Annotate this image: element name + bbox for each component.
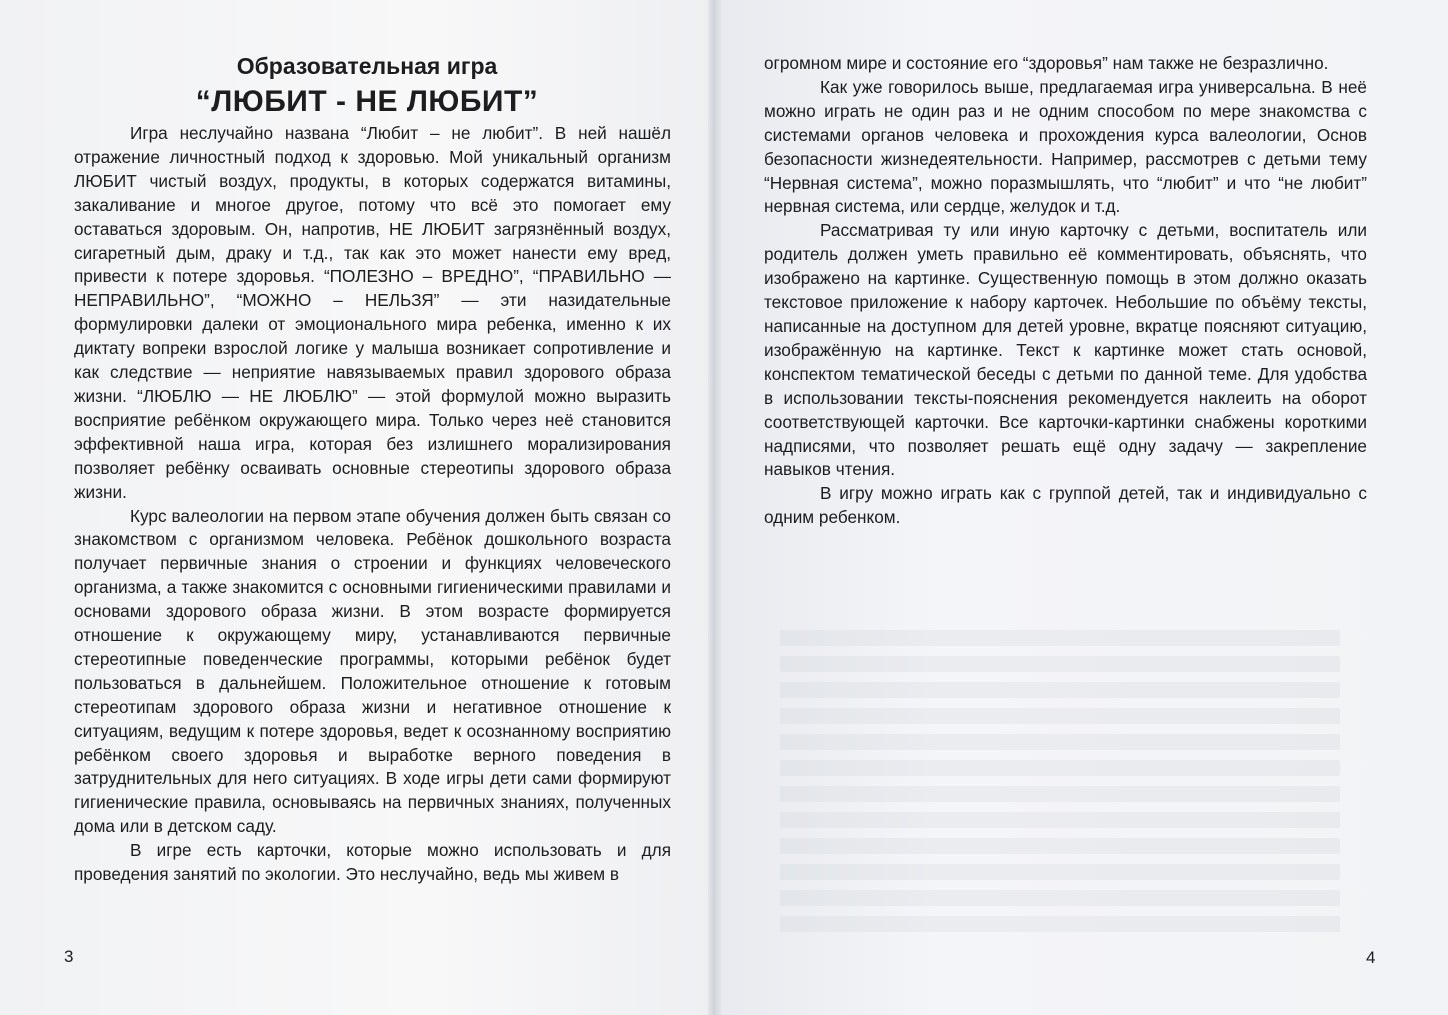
page-number-left: 3 [64, 947, 74, 966]
title-line-2: “ЛЮБИТ - НЕ ЛЮБИТ” [195, 85, 539, 118]
paragraph: Рассматривая ту или иную карточку с детьми, воспитатель или родитель должен уметь правильно её комментировать, объяснять, что изображено на картинке. Существенную помощь в этом должно оказать текстовое приложение к набору карточек. Небольшие по объёму тексты, написанные на доступном для детей уровне, вкратце поясняют ситуацию, изображённую на картинке. Текст к картинке может стать основой, конспектом тематической беседы с детьми по данной теме. Для удобства в использовании тексты-пояснения рекомендуется наклеить на оборот соответствующей карточки. Все карточки-картинки снабжены короткими надписями, что позволяет решать ещё одну задачу — закрепление навыков чтения. [764, 220, 1367, 480]
paragraph: огромном мире и состояние его “здоровья” нам также не безразлично. [764, 53, 1329, 73]
title-line-1: Образовательная игра [236, 53, 498, 79]
paragraph: Как уже говорилось выше, предлагаемая игра универсальна. В неё можно играть не один раз и не одним способом по мере знакомства с системами органов человека и прохождения курса валеологии, Основ безопасности жизнедеятельности. Например, рассмотрев с детьми тему “Нервная система”, можно поразмышлять, что “любит” и что “не любит” нервная система, или сердце, желудок и т.д. [764, 76, 1367, 217]
paragraph: Курс валеологии на первом этапе обучения должен быть связан со знакомством с организмом человека. Ребёнок дошкольного возраста получает первичные знания о строении и функциях человеческого организма, а также знакомится с основными гигиеническими правилами и основами здорового образа жизни. В этом возрасте формируется отношение к окружающему миру, устанавливаются первичные стереотипные поведенческие программы, которыми ребёнок будет пользоваться в дальнейшем. Положительное отношение к готовым стереотипам здорового образа жизни и негативное отношение к ситуациям, ведущим к потере здоровья, ведет к осознанному восприятию ребёнком своего здоровья и выработке верного поведения в затруднительных для него ситуациях. В ходе игры дети сами формируют гигиенические правила, основываясь на первичных знаниях, полученных дома или в детском саду. [74, 505, 671, 837]
book-gutter [708, 0, 722, 1015]
paragraph: В игру можно играть как с группой детей, так и индивидуально с одним ребенком. [764, 483, 1367, 528]
page-number-right: 4 [1366, 948, 1376, 967]
left-page-body [74, 122, 671, 887]
right-page-body [764, 52, 1367, 530]
paragraph: Игра неслучайно названа “Любит – не любит”. В ней нашёл отражение личностный подход к здоровью. Мой уникальный организм ЛЮБИТ чистый воздух, продукты, в которых содержатся витамины, закаливание и многое другое, потому что всё это помогает ему оставаться здоровым. Он, напротив, НЕ ЛЮБИТ загрязнённый воздух, сигаретный дым, драку и т.д., так как это может нанести ему вред, привести к потере здоровья. “ПОЛЕЗНО – ВРЕДНО”, “ПРАВИЛЬНО — НЕПРАВИЛЬНО”, “МОЖНО – НЕЛЬЗЯ” — эти назидательные формулировки далеки от эмоционального мира ребенка, именно к их диктату вопреки взрослой логике у малыша возникает сопротивление и как следствие — неприятие навязываемых правил здорового образа жизни. “ЛЮБЛЮ — НЕ ЛЮБЛЮ” — этой формулой можно выразить восприятие ребёнком окружающего мира. Только через неё становится эффективной наша игра, которая без излишнего морализирования позволяет ребёнку осваивать основные стереотипы здорового образа жизни. [74, 123, 671, 502]
bleed-through-shadow [780, 620, 1340, 942]
paragraph: В игре есть карточки, которые можно использовать и для проведения занятий по экологии. Это неслучайно, ведь мы живем в [74, 840, 671, 885]
